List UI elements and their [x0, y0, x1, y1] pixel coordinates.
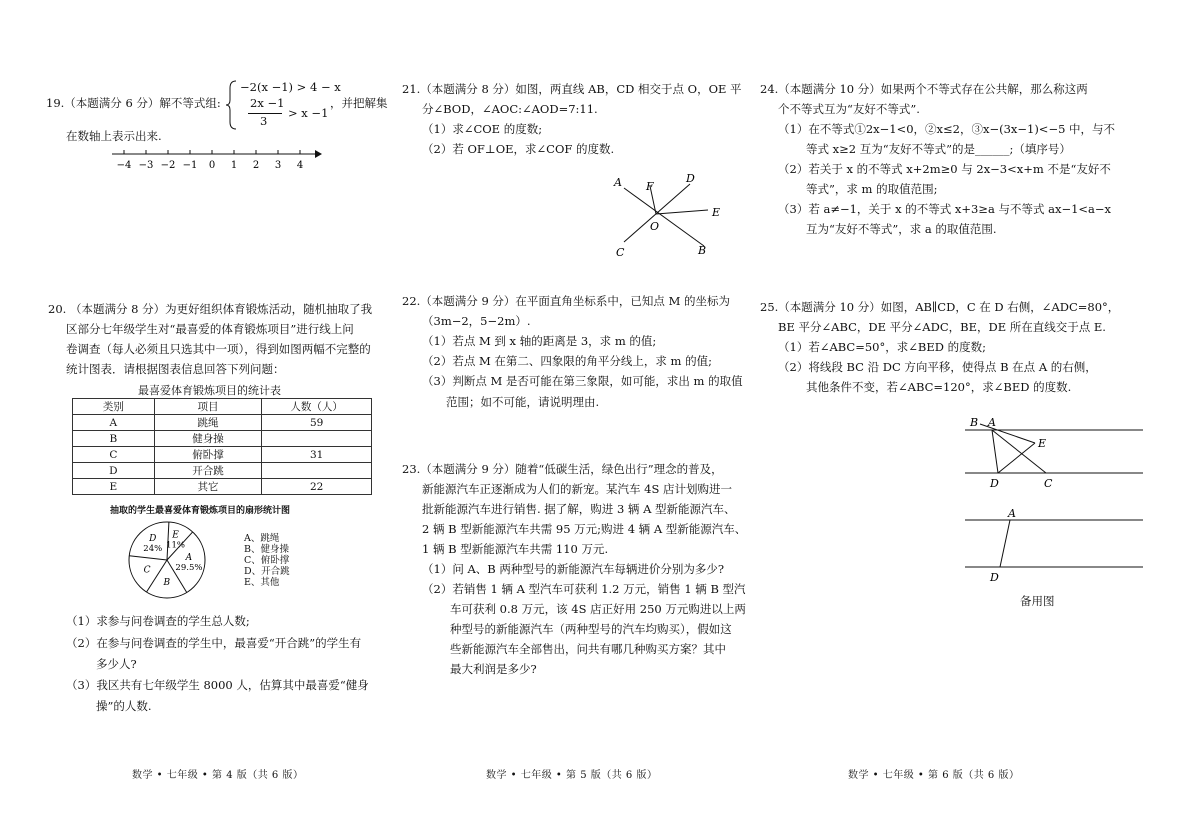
table-cell: [262, 463, 372, 479]
pie-slice-percent: 29.5%: [175, 563, 203, 574]
table-cell: A: [73, 415, 155, 431]
fig2-label-d: D: [990, 571, 999, 584]
pie-legend-c: C、俯卧撑: [244, 555, 290, 566]
label-a: A: [614, 176, 622, 189]
footer-page-6: 数学 • 七年级 • 第 6 版（共 6 版）: [848, 770, 1020, 781]
q19-line2: 在数轴上表示出来.: [66, 129, 162, 143]
q25-line2: BE 平分∠ABC，DE 平分∠ADC，BE，DE 所在直线交于点 E.: [778, 320, 1106, 334]
q24-question-3: （3）若 a≠−1，关于 x 的不等式 x+3≥a 与不等式 ax−1<a−x: [778, 202, 1112, 216]
table-cell: 22: [262, 479, 372, 495]
system-brace: [226, 80, 238, 130]
q20-question-1: （1）求参与问卷调查的学生总人数;: [66, 614, 250, 628]
q23-question-1: （1）问 A、B 两种型号的新能源汽车每辆进价分别为多少?: [422, 562, 725, 576]
page-5: [400, 0, 780, 836]
table-cell: 健身操: [154, 431, 262, 447]
pie-slice-percent: 11%: [166, 540, 185, 551]
footer-page-4: 数学 • 七年级 • 第 4 版（共 6 版）: [132, 770, 304, 781]
q20-question-3a: （3）我区共有七年级学生 8000 人，估算其中最喜爱“健身: [66, 678, 369, 692]
number-line-tick-label: 3: [274, 160, 282, 171]
table-cell: E: [73, 479, 155, 495]
table-cell: D: [73, 463, 155, 479]
label-e: E: [712, 206, 721, 219]
q23-question-2b: 车可获利 0.8 万元，该 4S 店正好用 250 万元购进以上两: [450, 602, 746, 616]
q22-line2: （3m−2，5−2m）.: [422, 314, 531, 328]
q25-backup-figure: [960, 505, 1150, 587]
pie-slice-label: C: [143, 565, 151, 576]
q24-line1: 24.（本题满分 10 分）如果两个不等式存在公共解，那么称这两: [760, 82, 1088, 96]
pie-legend-a: A、跳绳: [244, 533, 280, 544]
q24-line2: 个不等式互为“友好不等式”.: [778, 102, 920, 116]
q22-question-2: （2）若点 M 在第二、四象限的角平分线上，求 m 的值;: [422, 354, 712, 368]
q22-line1: 22.（本题满分 9 分）在平面直角坐标系中，已知点 M 的坐标为: [402, 294, 730, 308]
q23-line5: 1 辆 B 型新能源汽车共需 110 万元.: [422, 542, 609, 556]
table-row: [73, 463, 372, 479]
pie-legend-e: E、其他: [244, 577, 280, 588]
q23-question-2: （2）若销售 1 辆 A 型汽车可获利 1.2 万元，销售 1 辆 B 型汽: [422, 582, 746, 596]
q25-line1: 25.（本题满分 10 分）如图，AB∥CD，C 在 D 右侧，∠ADC=80°，: [760, 300, 1120, 314]
pie-slice-percent: 24%: [143, 544, 163, 555]
q24-question-1b: 等式 x≥2 互为“友好不等式”的是______;（填序号）: [806, 142, 1071, 156]
q23-question-2d: 些新能源汽车全部售出，问共有哪几种购买方案？其中: [450, 642, 726, 656]
pie-slice-label: E: [172, 530, 179, 541]
q22-question-1: （1）若点 M 到 x 轴的距离是 3，求 m 的值;: [422, 334, 657, 348]
q19-inequality-2-numerator: 2x −1: [250, 96, 285, 110]
number-line-tick-label: −2: [160, 160, 176, 171]
table-cell: 开合跳: [154, 463, 262, 479]
q21-figure: [608, 170, 738, 262]
q19-inequality-2-denominator: 3: [260, 114, 268, 128]
table-header-row: [73, 399, 372, 415]
table-row: [73, 415, 372, 431]
q23-question-2c: 种型号的新能源汽车（两种型号的汽车均购买），假如这: [450, 622, 732, 636]
q20-question-2a: （2）在参与问卷调查的学生中，最喜爱“开合跳”的学生有: [66, 636, 362, 650]
q25-question-2: （2）将线段 BC 沿 DC 方向平移，使得点 B 在点 A 的右侧，: [778, 360, 1097, 374]
q24-question-2: （2）若关于 x 的不等式 x+2m≥0 与 2x−3<x+m 不是“友好不: [778, 162, 1111, 176]
table-cell: 其它: [154, 479, 262, 495]
table-cell: 59: [262, 415, 372, 431]
q19-suffix: ，并把解集: [330, 96, 388, 110]
number-line: [110, 146, 325, 176]
pie-legend-d: D、开合跳: [244, 566, 290, 577]
header-count: 人数（人）: [262, 399, 372, 415]
page-6: [760, 0, 1200, 836]
label-f: F: [646, 180, 654, 193]
number-line-tick-label: 2: [252, 160, 260, 171]
pie-chart: [122, 520, 247, 602]
pie-title: 抽取的学生最喜爱体育锻炼项目的扇形统计图: [110, 506, 291, 516]
q22-question-3b: 范围；如不可能，请说明理由.: [446, 395, 600, 409]
q25-question-1: （1）若∠ABC=50°，求∠BED 的度数;: [778, 340, 986, 354]
number-line-tick-label: 4: [296, 160, 304, 171]
pie-slice-label: A: [185, 553, 193, 564]
q21-question-1: （1）求∠COE 的度数;: [422, 122, 543, 136]
q20-question-3b: 操”的人数.: [96, 699, 152, 713]
footer-page-5: 数学 • 七年级 • 第 5 版（共 6 版）: [486, 770, 658, 781]
label-o: O: [650, 220, 660, 233]
table-cell: [262, 431, 372, 447]
q19-inequality-2-rest: > x −1: [288, 106, 329, 120]
number-line-tick-label: −1: [182, 160, 198, 171]
number-line-tick-label: 1: [230, 160, 238, 171]
q20-line2: 区部分七年级学生对“最喜爱的体育锻炼项目”进行线上问: [66, 322, 354, 336]
pie-legend-b: B、健身操: [244, 544, 289, 555]
q25-question-2b: 其他条件不变，若∠ABC=120°，求∠BED 的度数.: [806, 380, 1072, 394]
q20-line4: 统计图表．请根据图表信息回答下列问题：: [66, 362, 285, 376]
q19-inequality-1: −2(x −1) > 4 − x: [240, 80, 341, 94]
q23-line4: 2 辆 B 型新能源汽车共需 95 万元;购进 4 辆 A 型新能源汽车、: [422, 522, 747, 536]
stats-table: [72, 398, 372, 495]
q21-line1: 21.（本题满分 8 分）如图，两直线 AB，CD 相交于点 O，OE 平: [402, 82, 742, 96]
q25-figure: [960, 412, 1150, 494]
q24-question-1: （1）在不等式①2x−1<0，②x≤2，③x−(3x−1)<−5 中，与不: [778, 122, 1116, 136]
q20-question-2b: 多少人?: [96, 657, 137, 671]
q23-line3: 批新能源汽车进行销售. 据了解，购进 3 辆 A 型新能源汽车、: [422, 502, 736, 516]
q24-question-3b: 互为“友好不等式”，求 a 的取值范围.: [806, 222, 997, 236]
q20-line3: 卷调查（每人必须且只选其中一项），得到如图两幅不完整的: [66, 342, 371, 356]
q21-question-2: （2）若 OF⊥OE，求∠COF 的度数.: [422, 142, 615, 156]
table-cell: C: [73, 447, 155, 463]
fig1-label-c: C: [1044, 477, 1053, 490]
q20-line1: 20. （本题满分 8 分）为更好组织体育锻炼活动，随机抽取了我: [48, 302, 373, 316]
header-category: 类别: [73, 399, 155, 415]
q23-question-2e: 最大利润是多少?: [450, 662, 537, 676]
q23-line1: 23.（本题满分 9 分）随着“低碳生活，绿色出行”理念的普及，: [402, 462, 723, 476]
label-b: B: [698, 244, 707, 257]
table-title: 最喜爱体育锻炼项目的统计表: [138, 384, 281, 397]
q19-prefix: 19.（本题满分 6 分）解不等式组:: [46, 96, 221, 110]
fig1-label-d: D: [990, 477, 999, 490]
backup-figure-caption: 备用图: [1020, 594, 1055, 608]
fig2-label-a: A: [1008, 507, 1016, 520]
q21-line2: 分∠BOD，∠AOC:∠AOD=7:11.: [422, 102, 598, 116]
table-row: [73, 447, 372, 463]
number-line-tick-label: −3: [138, 160, 154, 171]
table-cell: 跳绳: [154, 415, 262, 431]
table-row: [73, 431, 372, 447]
q23-line2: 新能源汽车正逐渐成为人们的新宠。某汽车 4S 店计划购进一: [422, 482, 733, 496]
table-cell: B: [73, 431, 155, 447]
table-cell: 俯卧撑: [154, 447, 262, 463]
label-c: C: [616, 246, 625, 259]
number-line-tick-label: 0: [208, 160, 216, 171]
fig1-label-e: E: [1038, 437, 1047, 450]
fig1-label-b: B: [970, 416, 979, 429]
q24-question-2b: 等式”，求 m 的取值范围;: [806, 182, 938, 196]
number-line-tick-label: −4: [116, 160, 132, 171]
table-row: [73, 479, 372, 495]
table-cell: 31: [262, 447, 372, 463]
pie-slice-label: D: [149, 534, 157, 545]
page-4: [0, 0, 400, 836]
pie-slice-label: B: [163, 578, 171, 589]
label-d: D: [686, 172, 695, 185]
q22-question-3: （3）判断点 M 是否可能在第三象限，如可能，求出 m 的取值: [422, 374, 743, 388]
fig1-label-a: A: [988, 416, 996, 429]
header-item: 项目: [154, 399, 262, 415]
